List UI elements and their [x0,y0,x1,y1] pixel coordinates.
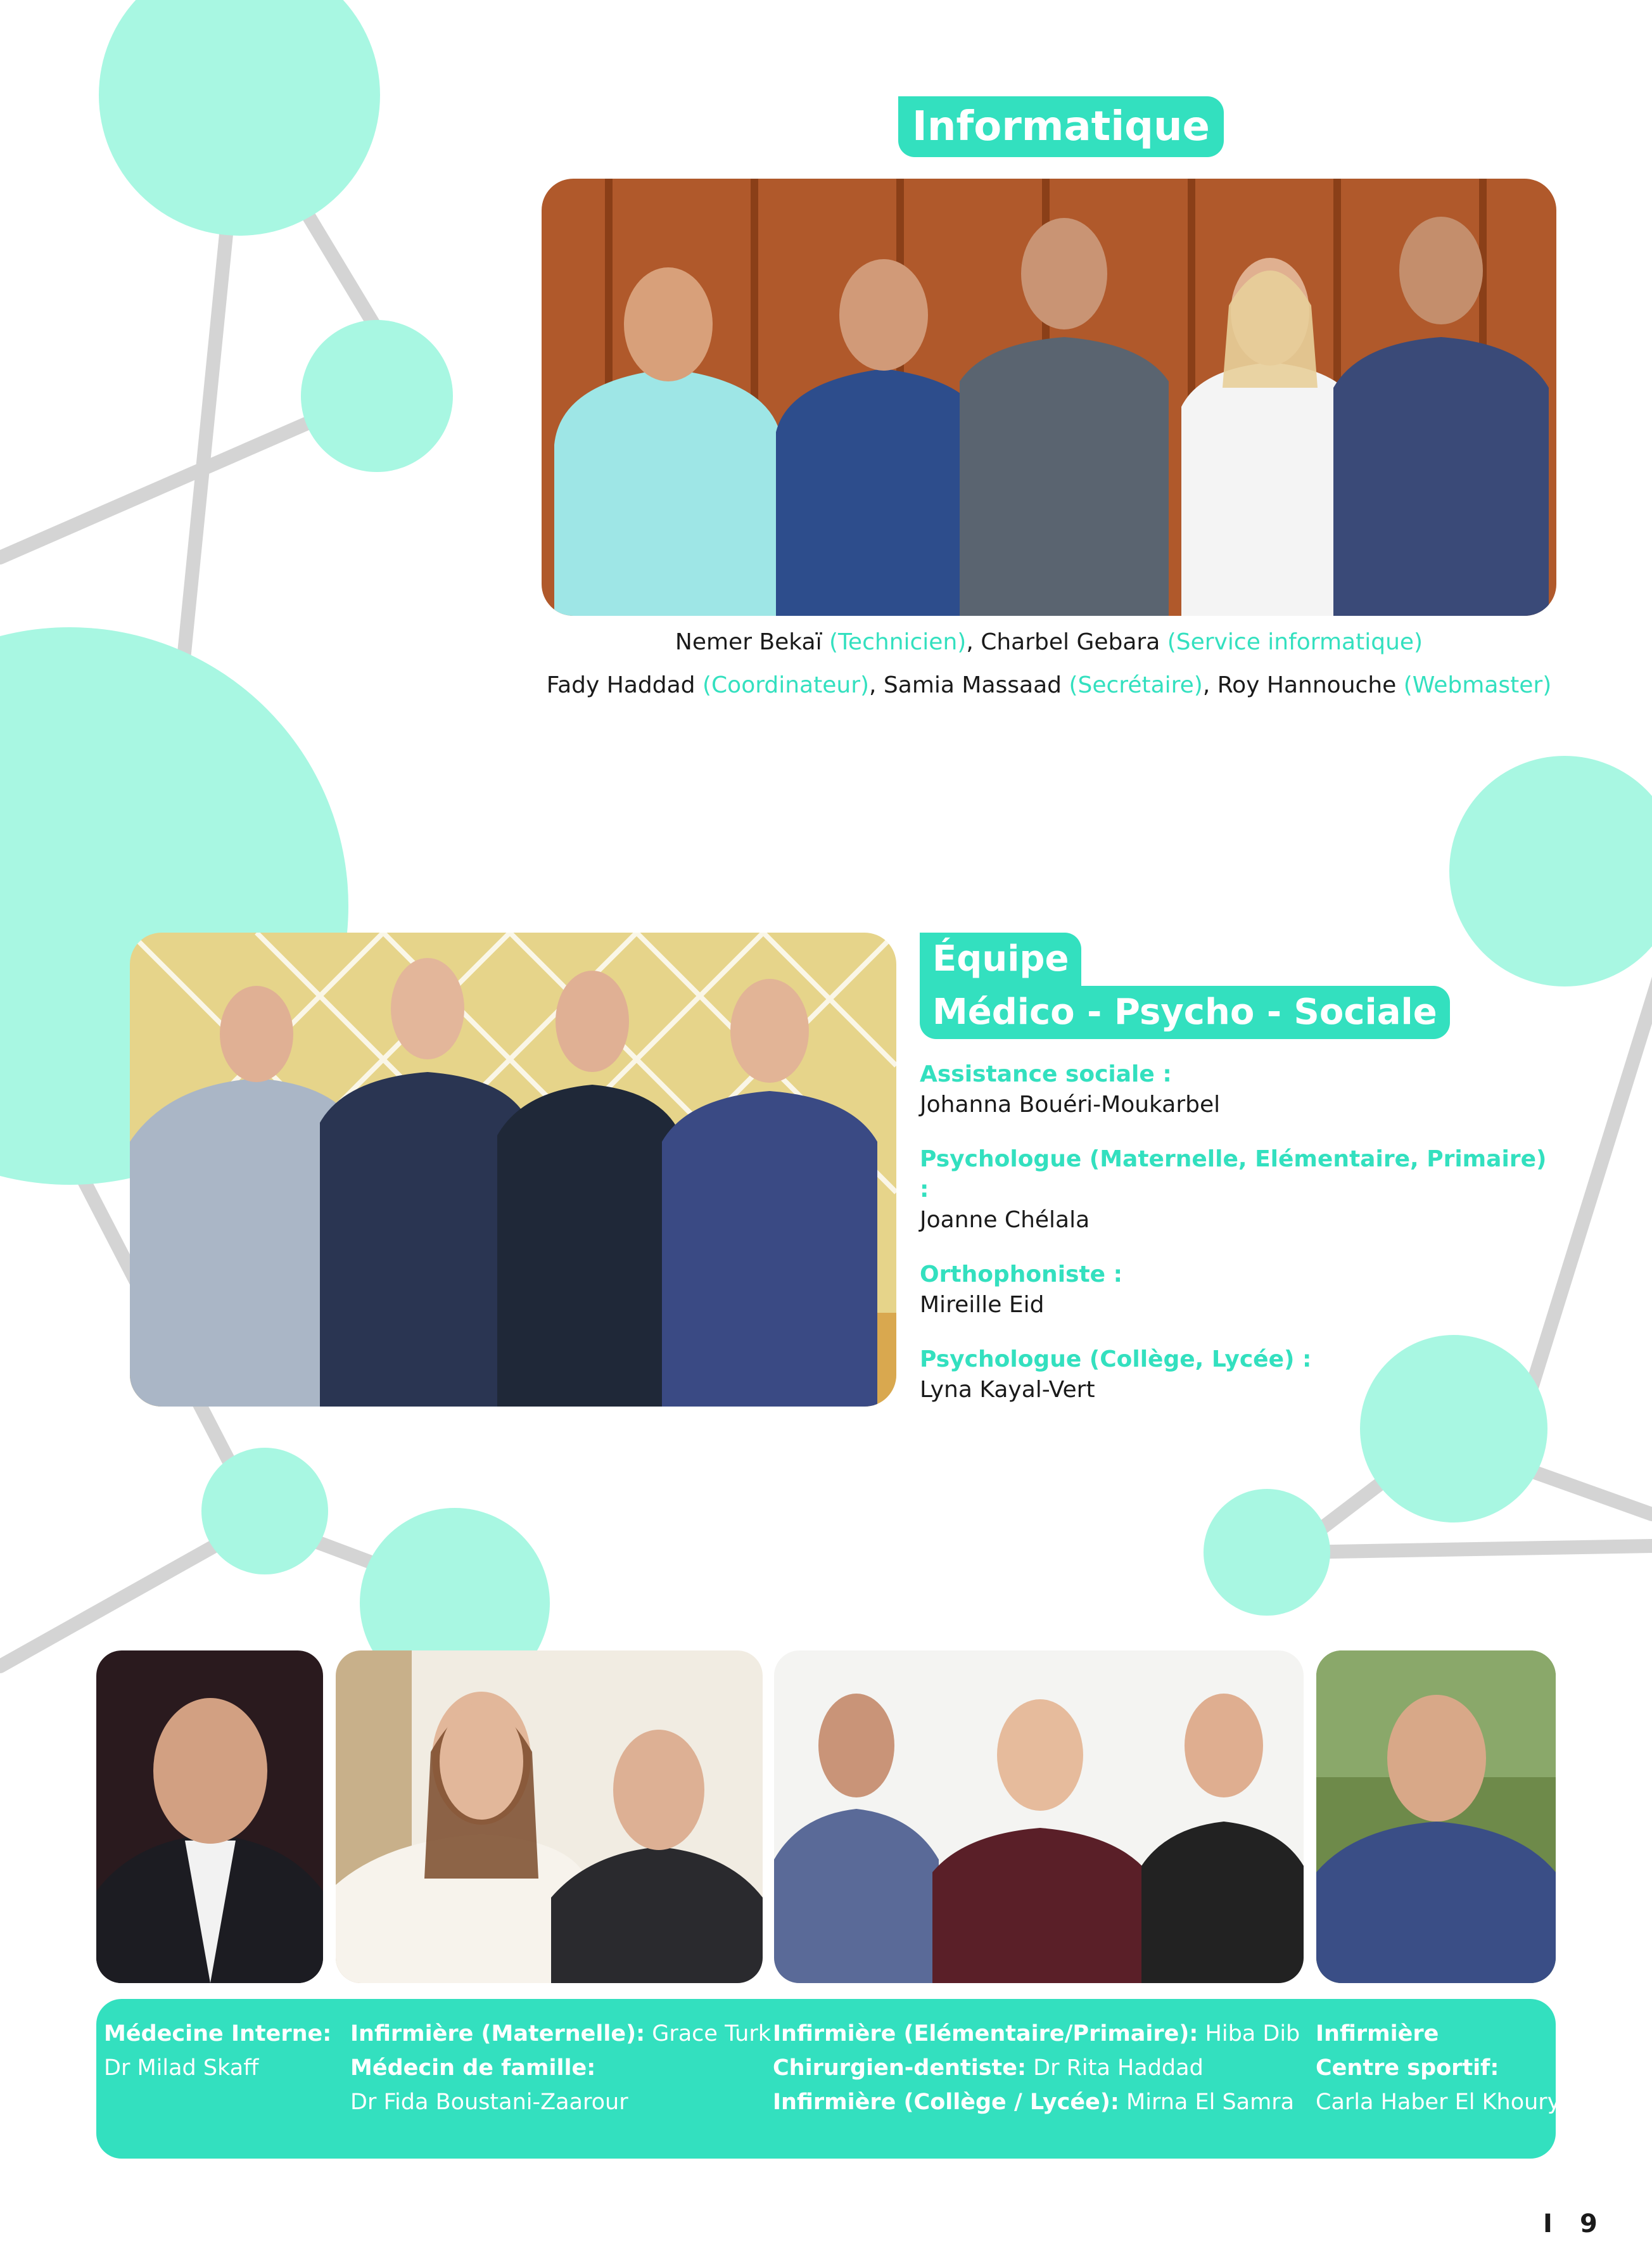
caption-role: (Webmaster) [1403,672,1552,698]
mps-staff-name: Mireille Eid [920,1292,1045,1318]
mps-role-label: Psychologue (Maternelle, Elémentaire, Primaire) : [920,1146,1547,1203]
informatique-team-photo [542,179,1556,616]
role-label: Infirmière (Collège / Lycée): [773,2090,1119,2115]
mps-staff-name: Johanna Bouéri-Moukarbel [920,1092,1221,1118]
caption-name: Fady Haddad [546,672,702,698]
mps-staff-list [920,1059,1553,1429]
mps-role-label: Psychologue (Collège, Lycée) : [920,1346,1312,1372]
informatique-caption-line-1 [542,621,1556,664]
infirmiere-medecin-photo [336,1650,763,1983]
mps-entry [920,1344,1553,1405]
medical-column-4 [1316,2017,1560,2119]
staff-name: Carla Haber El Khoury [1316,2090,1561,2115]
page-number: 9 [1580,2209,1598,2238]
role-label: Infirmière (Elémentaire/Primaire): [773,2021,1198,2046]
medical-column-2 [350,2017,771,2119]
role-label: Chirurgien-dentiste: [773,2055,1027,2081]
deco-circle [99,0,380,236]
mps-entry [920,1144,1553,1235]
caption-role: (Service informatique) [1167,629,1423,655]
caption-name: , Samia Massaad [869,672,1069,698]
staff-name: Dr Fida Boustani-Zaarour [350,2090,628,2115]
infirmieres-dentiste-photo [774,1650,1304,1983]
page-separator: I [1543,2209,1553,2238]
caption-name: , Roy Hannouche [1202,672,1404,698]
caption-role: (Technicien) [829,629,967,655]
mps-role-label: Orthophoniste : [920,1261,1123,1287]
mps-entry [920,1059,1553,1120]
caption-name: Nemer Bekaï [675,629,830,655]
role-label: Médecin de famille: [350,2055,596,2081]
role-label: Centre sportif: [1316,2055,1499,2081]
role-label: Médecine Interne: [104,2021,332,2046]
role-label: Infirmière [1316,2021,1439,2046]
staff-name: Mirna El Samra [1119,2090,1295,2115]
medical-column-3 [773,2017,1300,2119]
mps-team-photo [130,933,896,1407]
caption-name: , Charbel Gebara [966,629,1167,655]
staff-name: Dr Milad Skaff [104,2055,259,2081]
role-label: Infirmière (Maternelle): [350,2021,645,2046]
mps-title-line-2: Médico - Psycho - Sociale [920,986,1450,1039]
mps-title-line-1: Équipe [920,933,1081,986]
mps-entry [920,1260,1553,1320]
informatique-title: Informatique [898,96,1224,157]
caption-role: (Coordinateur) [702,672,870,698]
medecine-interne-photo [96,1650,323,1983]
staff-name: Hiba Dib [1198,2021,1300,2046]
informatique-caption-line-2 [542,664,1556,707]
staff-name: Dr Rita Haddad [1026,2055,1204,2081]
mps-staff-name: Lyna Kayal-Vert [920,1377,1095,1403]
medical-column-1 [104,2017,331,2085]
mps-role-label: Assistance sociale : [920,1061,1172,1087]
caption-role: (Secrétaire) [1069,672,1203,698]
staff-name: Grace Turk [645,2021,771,2046]
infirmiere-centre-sportif-photo [1316,1650,1556,1983]
mps-staff-name: Joanne Chélala [920,1207,1090,1233]
